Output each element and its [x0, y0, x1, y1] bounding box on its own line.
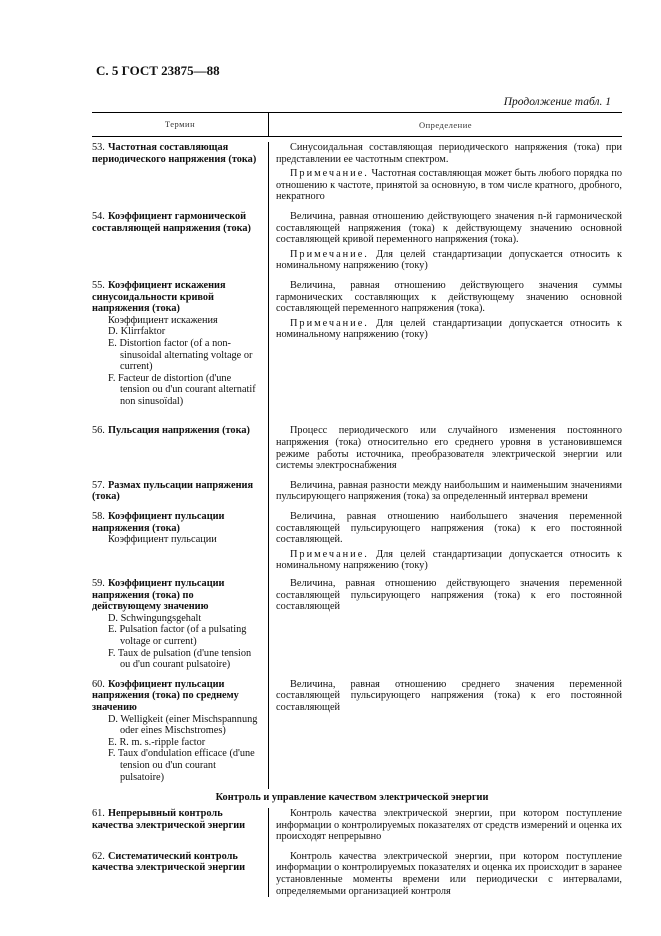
term-number: 62. — [92, 850, 105, 862]
definition-text: Контроль качества электрической энергии, при котором поступление информации о контролируемых показателях от средств измерений и оценка их происходят непрерывно — [276, 808, 622, 843]
page-header: С. 5 ГОСТ 23875—88 — [96, 63, 220, 78]
table-row — [92, 425, 622, 471]
table-row — [92, 679, 622, 783]
terms-table — [92, 112, 622, 897]
definition-text: Величина, равная отношению действующего значения суммы гармонических составляющих к действующему значению основной составляющей переменного напряжения (тока). — [276, 279, 622, 315]
term-synonym: E. Distortion factor (of a non-sinusoidal alternating voltage or current) — [108, 337, 253, 373]
table-row — [92, 808, 622, 843]
table-row — [92, 142, 622, 203]
definition-cell — [266, 578, 622, 671]
term-title — [92, 679, 262, 714]
term-text: Пульсация напряжения (тока) — [108, 425, 250, 437]
note-text: Для целей стандартизации допускается относить к номинальному напряжению (току) — [276, 317, 623, 341]
definition-cell — [266, 211, 622, 272]
term-synonym: D. Klirrfaktor — [108, 326, 166, 338]
term-text: Размах пульсации напряжения (тока) — [92, 479, 254, 503]
section-heading: Контроль и управление качеством электрической энергии — [82, 789, 622, 806]
term-cell — [92, 142, 266, 203]
term-text: Коэффициент пульсации напряжения (тока) по среднему значению — [92, 678, 239, 713]
note-label: Примечание. — [290, 317, 369, 329]
definition-text: Величина, равная отношению среднего значения переменной составляющей пульсирующего напряжения (тока) к его постоянной составляющей — [276, 678, 622, 713]
definition-cell — [266, 851, 622, 897]
definition-text: Величина, равная разности между наибольшим и наименьшим значениями пульсирующего напряжения (тока) за определенный интервал времени — [276, 479, 622, 503]
column-divider — [268, 142, 269, 789]
definition-cell — [266, 808, 622, 843]
term-text: Частотная составляющая периодического напряжения (тока) — [92, 142, 257, 165]
term-text: Коэффициент пульсации напряжения (тока) — [92, 511, 225, 534]
definition-cell — [266, 425, 622, 471]
term-text: Коэффициент искажения синусоидальности кривой напряжения (тока) — [92, 279, 226, 315]
term-synonym: Коэффициент искажения — [108, 314, 218, 326]
term-number: 59. — [92, 578, 105, 589]
term-cell — [92, 211, 266, 272]
term-synonym: D. Welligkeit (einer Mischspannung oder eines Mischstromes) — [108, 713, 258, 737]
term-number: 61. — [92, 808, 105, 820]
definition-text: Синусоидальная составляющая периодического напряжения (тока) при представлении ее частотным спектром. — [276, 142, 622, 165]
term-title — [92, 425, 262, 437]
note-label: Примечание. — [290, 248, 369, 260]
term-synonym: E. Pulsation factor (of a pulsating voltage or current) — [108, 624, 247, 647]
continuation-label: Продолжение табл. 1 — [503, 96, 611, 108]
term-synonym: D. Schwingungsgehalt — [108, 612, 202, 624]
term-text: Коэффициент пульсации напряжения (тока) по действующему значению — [92, 578, 225, 613]
definition-cell — [266, 142, 622, 203]
definition-text: Контроль качества электрической энергии, при котором поступление информации о контролируемых показателях и оценка их происходит в заранее установленные моменты времени или периодически с интервалами, определяемыми организацией контроля — [276, 850, 622, 897]
term-cell — [92, 851, 266, 897]
definition-cell — [266, 280, 622, 408]
definition-cell — [266, 511, 622, 572]
definition-cell — [266, 480, 622, 503]
term-cell — [92, 511, 266, 572]
table-row — [92, 280, 622, 408]
col-def-header: Определение — [418, 119, 473, 130]
term-synonym: Коэффициент пульсации — [108, 534, 217, 546]
definition-cell — [266, 679, 622, 783]
definition-note — [276, 549, 622, 572]
term-title — [92, 211, 262, 234]
note-label: Примечание. — [290, 168, 369, 180]
term-title — [92, 578, 262, 613]
col-term-header: Термин — [92, 113, 269, 136]
table-header — [92, 112, 622, 137]
term-number: 58. — [92, 511, 105, 523]
term-text: Коэффициент гармонической составляющей напряжения (тока) — [92, 210, 251, 234]
term-number: 56. — [92, 425, 105, 437]
note-text: Для целей стандартизации допускается относить к номинальному напряжению (току) — [276, 248, 623, 272]
term-cell — [92, 280, 266, 408]
note-label: Примечание. — [290, 548, 369, 560]
definition-text: Величина, равная отношению действующего значения n-й гармонической составляющей напряжения (тока) к действующему значению основной составляющей кривой переменного напряжения (тока). — [276, 210, 622, 246]
term-text: Непрерывный контроль качества электрической энергии — [92, 808, 246, 831]
term-title — [92, 480, 262, 503]
term-number: 54. — [92, 210, 105, 222]
column-divider — [268, 808, 269, 897]
definition-text: Процесс периодического или случайного изменения постоянного напряжения (тока) относительно его среднего уровня в установившемся режиме работы источника, преобразователя электрической энергии или системы электроснабжения — [276, 425, 622, 472]
term-cell — [92, 679, 266, 783]
term-synonym: F. Facteur de distortion (d'une tension ou d'un courant alternatif non sinusoïdal) — [108, 372, 256, 407]
term-title — [92, 808, 262, 831]
definition-text: Величина, равная отношению наибольшего значения переменной составляющей пульсирующего напряжения (тока) к его постоянной составляющей. — [276, 511, 622, 546]
table-body — [92, 142, 622, 897]
term-title — [92, 511, 262, 534]
term-number: 57. — [92, 479, 105, 491]
table-row — [92, 211, 622, 272]
term-number: 55. — [92, 279, 105, 291]
term-text: Систематический контроль качества электрической энергии — [92, 850, 246, 874]
table-row — [92, 511, 622, 572]
term-cell — [92, 808, 266, 843]
term-synonym: E. R. m. s.-ripple factor — [108, 736, 206, 748]
term-title — [92, 280, 262, 315]
note-text: Для целей стандартизации допускается относить к номинальному напряжению (току) — [276, 548, 623, 572]
term-cell — [92, 480, 266, 503]
term-cell — [92, 578, 266, 671]
table-row — [92, 480, 622, 503]
definition-note — [276, 168, 622, 203]
definition-note — [276, 249, 622, 272]
section-rows — [92, 808, 622, 897]
definition-text: Величина, равная отношению действующего значения переменной составляющей пульсирующего напряжения (тока) к его постоянной составляющей — [276, 578, 622, 613]
table-row — [92, 578, 622, 671]
definition-note — [276, 318, 622, 341]
term-number: 60. — [92, 678, 105, 690]
table-row — [92, 851, 622, 897]
term-number: 53. — [92, 142, 105, 153]
term-synonym: F. Taux d'ondulation efficace (d'une tension ou d'un courant pulsatoire) — [108, 748, 255, 783]
note-text: Частотная составляющая может быть любого порядка по отношению к частоте, принятой за основную, в том числе кратного, дробного, некратного — [276, 168, 622, 203]
term-cell — [92, 425, 266, 471]
term-title — [92, 851, 262, 874]
term-synonym: F. Taux de pulsation (d'une tension ou d'un courant pulsatoire) — [108, 647, 252, 671]
term-title — [92, 142, 262, 165]
